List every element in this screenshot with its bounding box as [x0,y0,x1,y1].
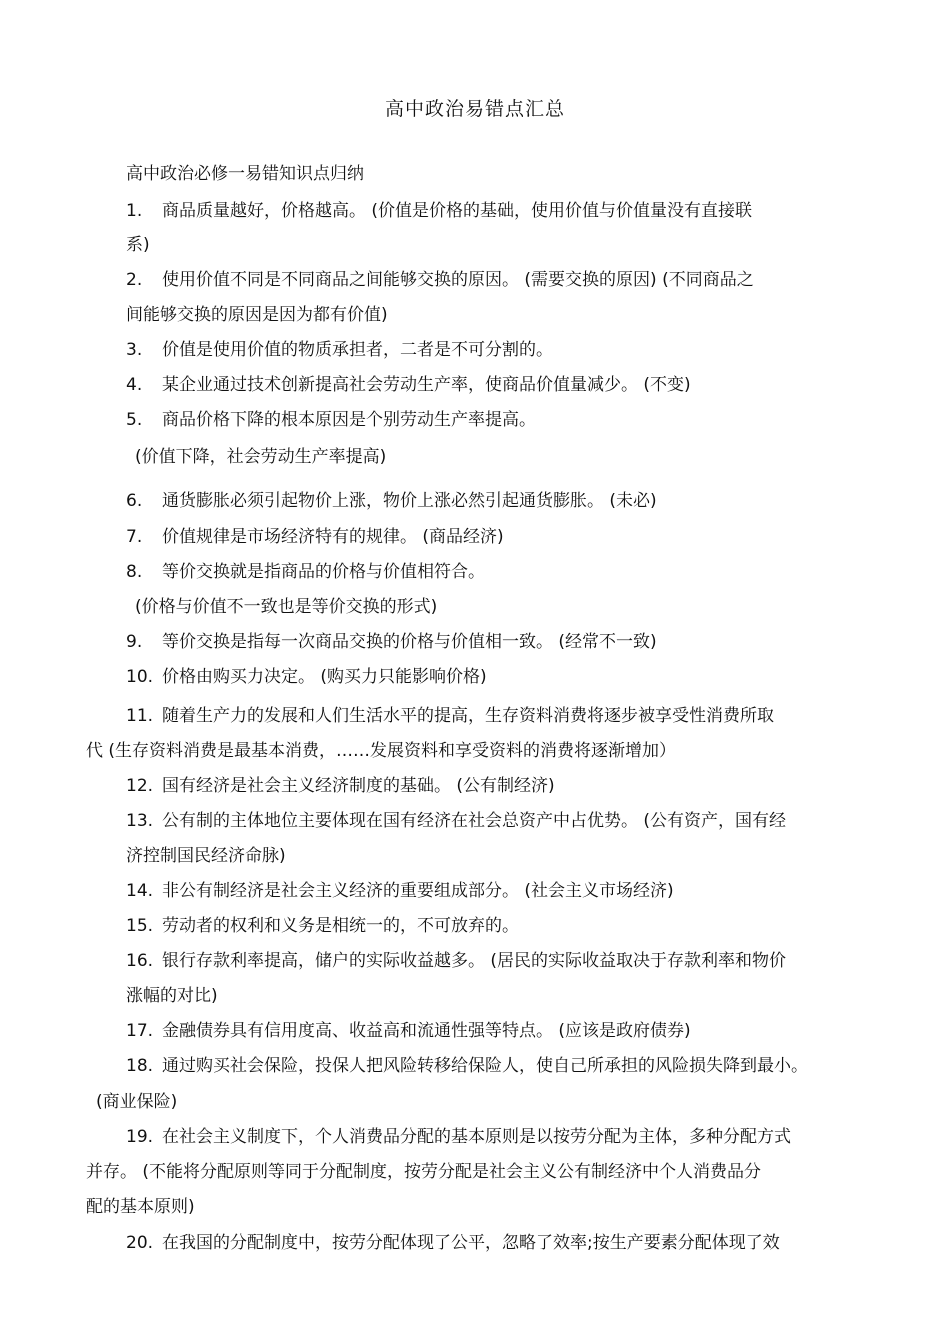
list-item [126,490,657,512]
item-text: 非公有制经济是社会主义经济的重要组成部分。 (社会主义市场经济) [162,881,674,901]
list-item [126,1020,691,1042]
list-item [126,409,536,431]
item-text: 在我国的分配制度中，按劳分配体现了公平，忽略了效率;按生产要素分配体现了效 [162,1233,780,1253]
item-text: 等价交换就是指商品的价格与价值相符合。 [162,562,485,582]
item-number: 18. [126,1056,154,1076]
list-item [126,200,752,222]
item-number: 11. [126,706,154,726]
continuation-line: 济控制国民经济命脉) [126,846,286,866]
item-number: 10. [126,667,154,687]
item-text: 国有经济是社会主义经济制度的基础。 (公有制经济) [162,776,555,796]
item-number: 3. [126,340,143,360]
continuation-line: (价格与价值不一致也是等价交换的形式) [135,597,438,617]
item-number: 4. [126,375,143,395]
item-number: 20. [126,1233,154,1253]
item-number: 19. [126,1127,154,1147]
list-item [126,666,487,688]
item-number: 17. [126,1021,154,1041]
list-item [126,374,691,396]
item-text: 公有制的主体地位主要体现在国有经济在社会总资产中占优势。 (公有资产，国有经 [162,811,787,831]
item-number: 7. [126,527,143,547]
item-number: 1. [126,201,143,221]
list-item [126,950,786,972]
item-text: 等价交换是指每一次商品交换的价格与价值相一致。 (经常不一致) [162,632,657,652]
continuation-line: 并存。 (不能将分配原则等同于分配制度，按劳分配是社会主义公有制经济中个人消费品分 [86,1162,762,1182]
list-item [126,561,485,583]
item-text: 商品质量越好，价格越高。 (价值是价格的基础，使用价值与价值量没有直接联 [162,201,753,221]
continuation-line: 间能够交换的原因是因为都有价值) [126,305,388,325]
list-item [126,1055,808,1077]
item-number: 12. [126,776,154,796]
item-text: 价格由购买力决定。 (购买力只能影响价格) [162,667,487,687]
list-item [126,915,519,937]
item-text: 价值是使用价值的物质承担者，二者是不可分割的。 [162,340,553,360]
item-number: 13. [126,811,154,831]
item-text: 通过购买社会保险，投保人把风险转移给保险人，使自己所承担的风险损失降到最小。 [162,1056,808,1076]
item-text: 价值规律是市场经济特有的规律。 (商品经济) [162,527,504,547]
list-item [126,1126,791,1148]
item-text: 使用价值不同是不同商品之间能够交换的原因。 (需要交换的原因) (不同商品之 [162,270,754,290]
item-number: 15. [126,916,154,936]
continuation-line: 代 (生存资料消费是最基本消费，……发展资料和享受资料的消费将逐渐增加） [86,741,677,761]
item-text: 劳动者的权利和义务是相统一的，不可放弃的。 [162,916,519,936]
continuation-line: 配的基本原则) [86,1197,195,1217]
item-text: 某企业通过技术创新提高社会劳动生产率，使商品价值量减少。 (不变) [162,375,691,395]
continuation-line: 涨幅的对比) [126,986,218,1006]
list-item [126,810,786,832]
item-number: 6. [126,491,143,511]
item-text: 银行存款利率提高，储户的实际收益越多。 (居民的实际收益取决于存款利率和物价 [162,951,787,971]
item-text: 商品价格下降的根本原因是个别劳动生产率提高。 [162,410,536,430]
item-number: 9. [126,632,143,652]
item-number: 2. [126,270,143,290]
list-item [126,1232,780,1254]
item-number: 16. [126,951,154,971]
list-item [126,631,657,653]
list-item [126,339,553,361]
item-text: 金融债券具有信用度高、收益高和流通性强等特点。 (应该是政府债券) [162,1021,691,1041]
list-item [126,880,674,902]
list-item [126,269,754,291]
item-text: 随着生产力的发展和人们生活水平的提高，生存资料消费将逐步被享受性消费所取 [162,706,774,726]
list-item [126,705,774,727]
section-heading: 高中政治必修一易错知识点归纳 [126,164,364,184]
list-item [126,526,504,548]
item-number: 8. [126,562,143,582]
continuation-line: (商业保险) [96,1092,178,1112]
document-title: 高中政治易错点汇总 [384,98,565,120]
item-number: 5. [126,410,143,430]
item-number: 14. [126,881,154,901]
continuation-line: (价值下降，社会劳动生产率提高) [135,447,387,467]
list-item [126,775,555,797]
item-text: 在社会主义制度下，个人消费品分配的基本原则是以按劳分配为主体，多种分配方式 [162,1127,791,1147]
item-text: 通货膨胀必须引起物价上涨，物价上涨必然引起通货膨胀。 (未必) [162,491,657,511]
continuation-line: 系) [126,235,150,255]
